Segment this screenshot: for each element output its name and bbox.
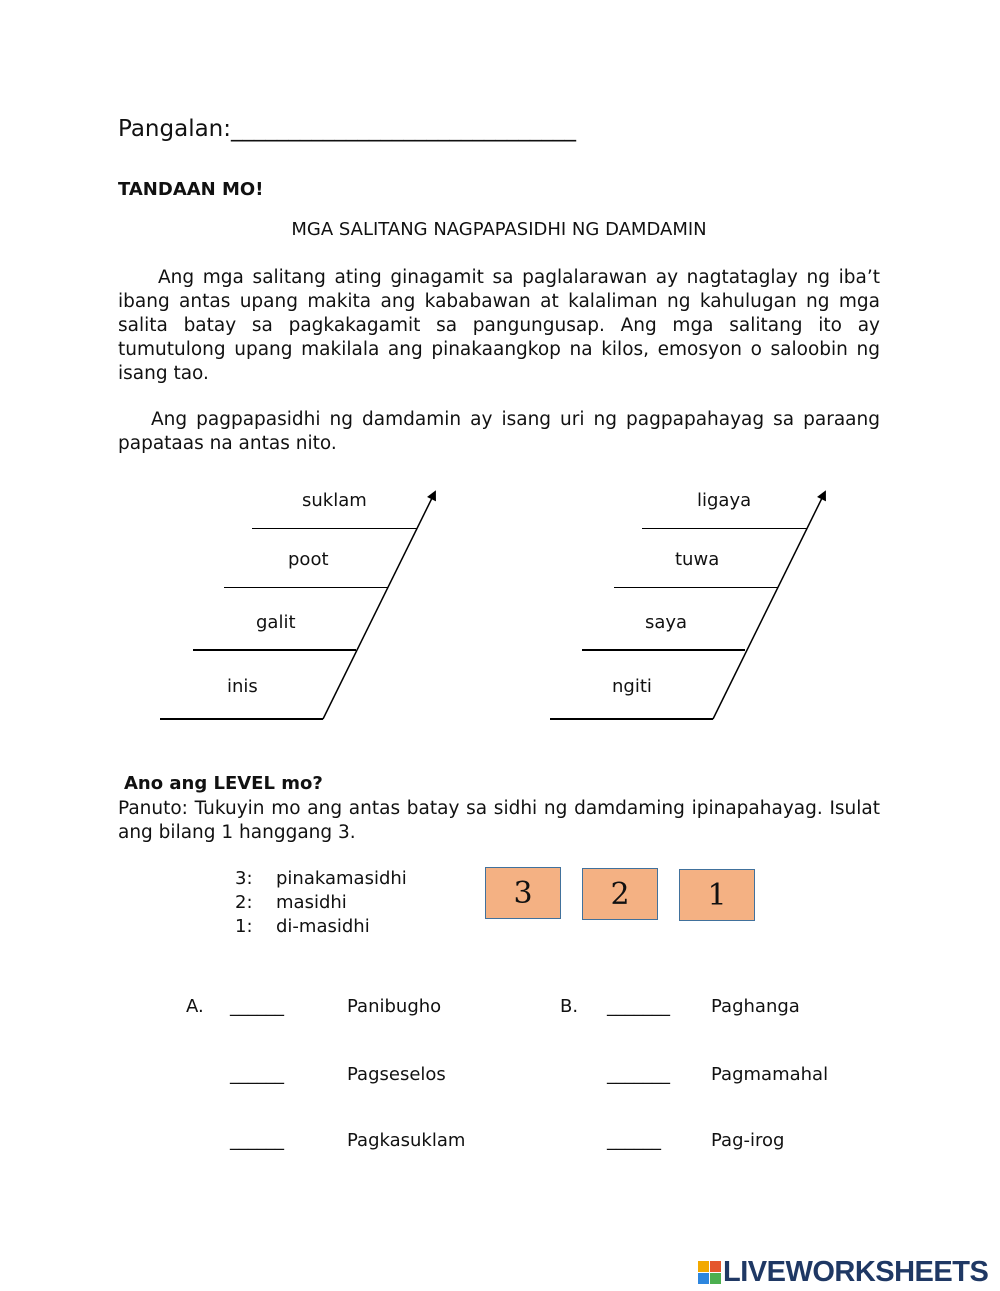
item-word-a1: Panibugho: [347, 996, 442, 1017]
answer-blank-b1[interactable]: _______: [607, 996, 670, 1017]
choice-tile-2[interactable]: 2: [582, 868, 658, 920]
activity-title: Ano ang LEVEL mo?: [124, 773, 323, 794]
item-word-a3: Pagkasuklam: [347, 1130, 466, 1151]
answer-blank-a2[interactable]: ______: [230, 1064, 284, 1085]
answer-blank-a1[interactable]: ______: [230, 996, 284, 1017]
choice-tile-3[interactable]: 3: [485, 867, 561, 919]
paragraph-definition-text: Ang pagpapasidhi ng damdamin ay isang uri ng pagpapahayag sa paraang papataas na antas nito.: [118, 409, 880, 454]
reminder-title: TANDAAN MO!: [118, 179, 264, 200]
legend-row: [235, 868, 407, 889]
legend-label: pinakamasidhi: [276, 868, 407, 889]
topic-title: MGA SALITANG NAGPAPASIDHI NG DAMDAMIN: [291, 219, 707, 240]
ladder-left-word-3: galit: [256, 612, 296, 633]
legend-row: [235, 916, 370, 937]
legend-row: [235, 892, 347, 913]
ladder-left-word-4: inis: [227, 676, 258, 697]
ladder-right-arrow-icon: [713, 492, 825, 719]
item-word-a2: Pagseselos: [347, 1064, 446, 1085]
item-word-b1: Paghanga: [711, 996, 800, 1017]
answer-blank-b2[interactable]: _______: [607, 1064, 670, 1085]
liveworksheets-logo-icon: [698, 1261, 721, 1284]
ladder-left-word-1: suklam: [302, 490, 367, 511]
paragraph-intro-text: Ang mga salitang ating ginagamit sa paglalarawan ay nagtataglay ng iba’t ibang antas upang makita ang kababawan at kalaliman ng kahulugan ng mga salita batay sa pagkakagamit sa pangungusap. Ang mga salitang ito ay tumutulong upang makilala ang pinakaangkop na kilos, emosyon o saloobin ng isang tao.: [118, 267, 880, 384]
group-a-label: A.: [186, 996, 204, 1017]
legend-label: di-masidhi: [276, 916, 370, 937]
ladder-left-word-2: poot: [288, 549, 329, 570]
answer-blank-b3[interactable]: ______: [607, 1130, 661, 1151]
activity-instructions: Panuto: Tukuyin mo ang antas batay sa sidhi ng damdaming ipinapahayag. Isulat ang bilang 1 hanggang 3.: [118, 798, 880, 843]
answer-blank-a3[interactable]: ______: [230, 1130, 284, 1151]
liveworksheets-logo: [698, 1256, 988, 1289]
choice-tile-1[interactable]: 1: [679, 869, 755, 921]
ladder-right-word-1: ligaya: [697, 490, 752, 511]
group-b-label: B.: [560, 996, 579, 1017]
name-blank[interactable]: ______________________________: [231, 116, 577, 142]
ladder-right-word-3: saya: [645, 612, 688, 633]
legend-num: 3:: [235, 868, 253, 889]
legend-num: 1:: [235, 916, 253, 937]
item-word-b2: Pagmamahal: [711, 1064, 829, 1085]
ladder-left-arrow-icon: [323, 492, 435, 719]
name-label: Pangalan:: [118, 116, 232, 142]
ladder-right-word-4: ngiti: [612, 676, 652, 697]
ladder-right-word-2: tuwa: [675, 549, 720, 570]
item-word-b3: Pag-irog: [711, 1130, 785, 1151]
legend-label: masidhi: [276, 892, 347, 913]
liveworksheets-brand: LIVEWORKSHEETS: [723, 1256, 989, 1288]
legend-num: 2:: [235, 892, 253, 913]
